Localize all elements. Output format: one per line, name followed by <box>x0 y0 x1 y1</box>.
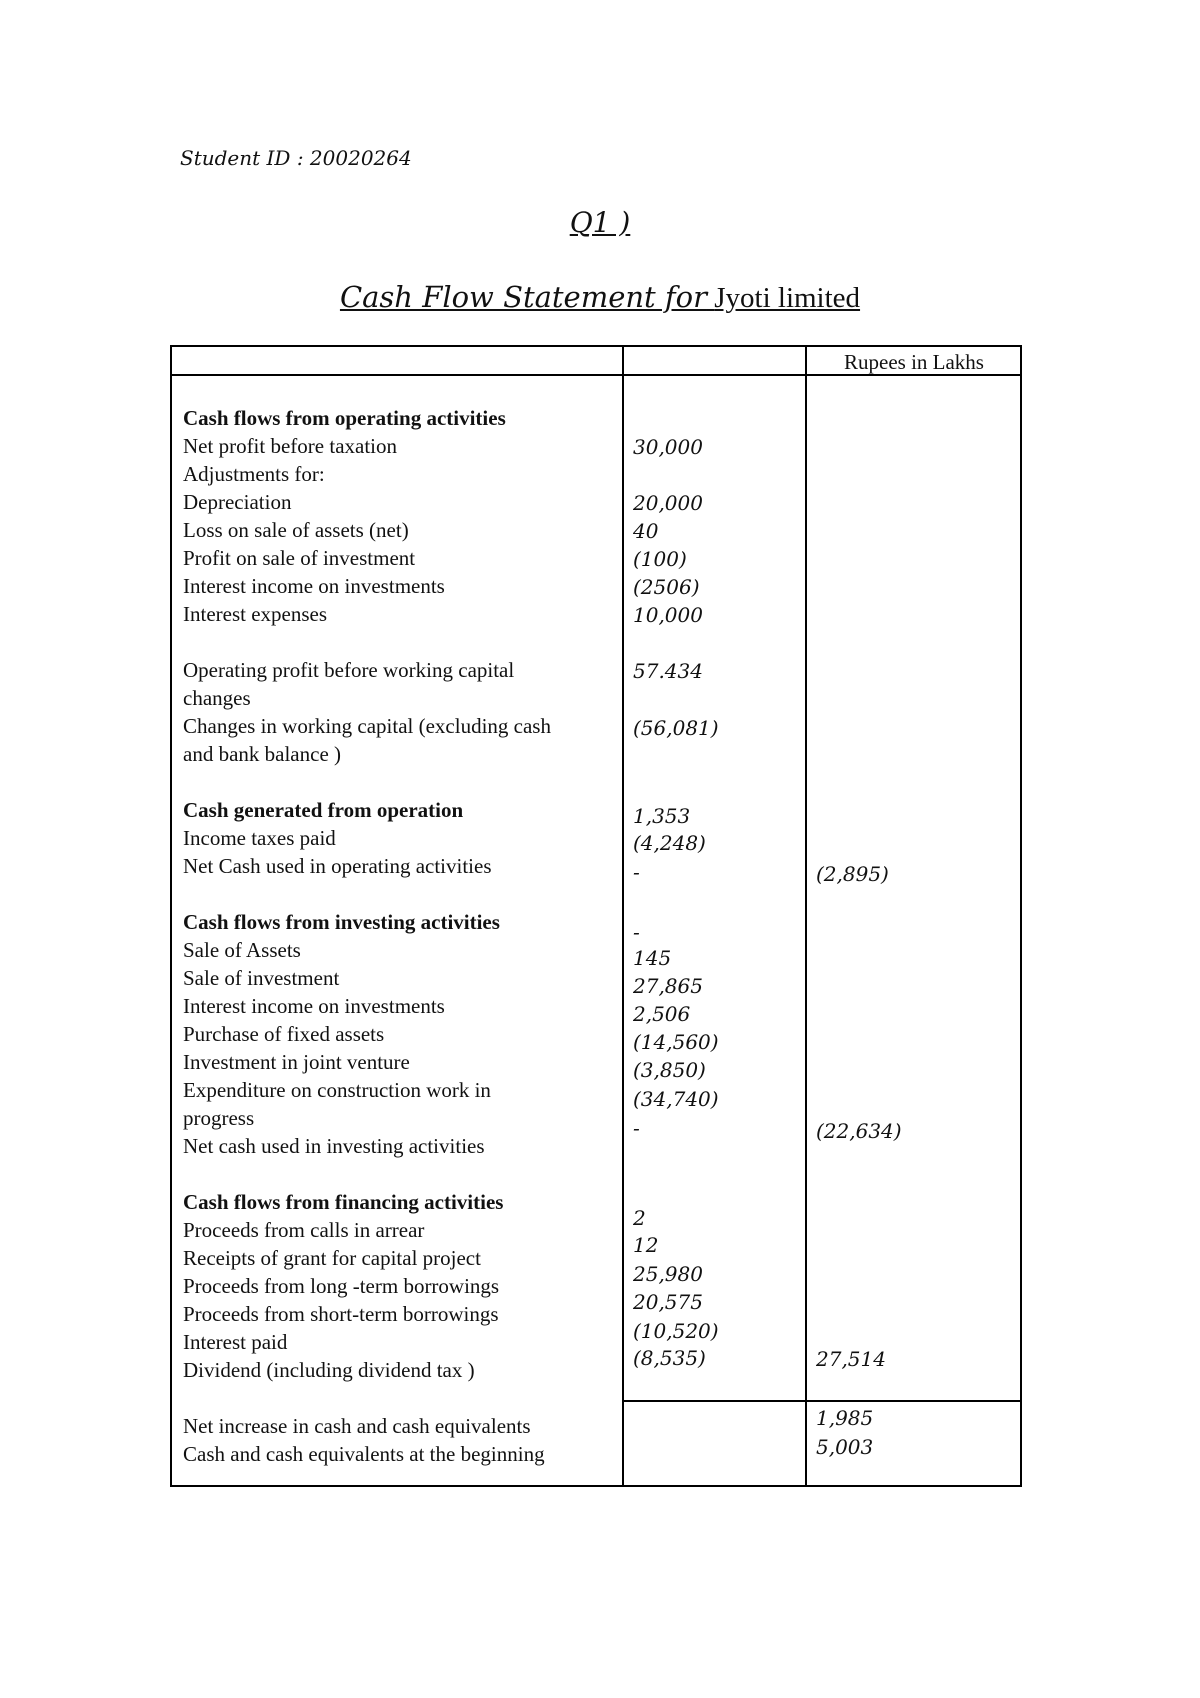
amount-cell: - <box>633 860 640 884</box>
section-heading-investing: Cash flows from investing activities <box>183 910 500 934</box>
amount-cell: - <box>633 920 640 944</box>
particular-line: and bank balance ) <box>183 742 342 766</box>
amount-cell: 20,000 <box>633 491 703 515</box>
particular-line: Sale of investment <box>183 966 340 990</box>
particular-line: Loss on sale of assets (net) <box>183 518 409 542</box>
total-cell: 27,514 <box>816 1347 886 1371</box>
amount-cell: 12 <box>633 1233 659 1257</box>
section-heading-cash-generated: Cash generated from operation <box>183 798 464 822</box>
particular-line: Cash and cash equivalents at the beginning <box>183 1442 545 1466</box>
particular-line: Profit on sale of investment <box>183 546 416 570</box>
column-divider-2 <box>805 345 807 1487</box>
amount-cell: (14,560) <box>633 1030 719 1054</box>
amount-cell: 145 <box>633 946 672 970</box>
amount-cell: 57.434 <box>633 659 703 683</box>
page-title <box>0 280 1200 315</box>
particular-line: Receipts of grant for capital project <box>183 1246 481 1270</box>
amount-cell: 10,000 <box>633 603 703 627</box>
amount-cell: - <box>633 1116 640 1140</box>
particular-line: Changes in working capital (excluding cash <box>183 714 551 738</box>
particular-line: Net profit before taxation <box>183 434 397 458</box>
unit-header: Rupees in Lakhs <box>844 350 984 374</box>
amount-cell: 2,506 <box>633 1002 691 1026</box>
particular-line: Proceeds from calls in arrear <box>183 1218 425 1242</box>
amount-cell: 30,000 <box>633 435 703 459</box>
amount-cell: (100) <box>633 547 687 571</box>
title-company-name: Jyoti limited <box>714 282 861 314</box>
amount-cell: (4,248) <box>633 831 706 855</box>
total-cell: 1,985 <box>816 1406 874 1430</box>
amount-cell: 40 <box>633 519 659 543</box>
amount-cell: (34,740) <box>633 1087 719 1111</box>
particular-line: Sale of Assets <box>183 938 301 962</box>
particular-line: Interest income on investments <box>183 994 445 1018</box>
particular-line: Income taxes paid <box>183 826 336 850</box>
particular-line: Net Cash used in operating activities <box>183 854 492 878</box>
amount-cell: 1,353 <box>633 804 691 828</box>
total-row-divider <box>622 1400 1022 1402</box>
amount-cell: (2506) <box>633 575 700 599</box>
amount-cell: 2 <box>633 1206 646 1230</box>
amount-cell: (56,081) <box>633 716 719 740</box>
particular-line: Depreciation <box>183 490 292 514</box>
column-divider-1 <box>622 345 624 1487</box>
particular-line: Operating profit before working capital <box>183 658 515 682</box>
title-italic-part: Cash Flow Statement for <box>339 280 707 314</box>
total-cell: 5,003 <box>816 1435 874 1459</box>
particular-line: Proceeds from short-term borrowings <box>183 1302 499 1326</box>
particular-line: Net cash used in investing activities <box>183 1134 485 1158</box>
particular-line: progress <box>183 1106 255 1130</box>
amount-cell: (10,520) <box>633 1319 719 1343</box>
amount-cell: 20,575 <box>633 1290 703 1314</box>
particular-line: Proceeds from long -term borrowings <box>183 1274 500 1298</box>
particular-line: changes <box>183 686 251 710</box>
particular-line: Dividend (including dividend tax ) <box>183 1358 475 1382</box>
amount-cell: 27,865 <box>633 974 703 998</box>
amount-cell: (8,535) <box>633 1346 706 1370</box>
question-number: Q1 ) <box>569 206 631 239</box>
particular-line: Interest income on investments <box>183 574 445 598</box>
particular-line: Investment in joint venture <box>183 1050 410 1074</box>
particular-line: Expenditure on construction work in <box>183 1078 491 1102</box>
particular-line: Interest paid <box>183 1330 288 1354</box>
particular-line: Purchase of fixed assets <box>183 1022 385 1046</box>
particular-line: Adjustments for: <box>183 462 325 486</box>
student-id: Student ID : 20020264 <box>180 146 412 170</box>
section-heading-financing: Cash flows from financing activities <box>183 1190 504 1214</box>
amount-cell: (3,850) <box>633 1058 706 1082</box>
total-cell: (22,634) <box>816 1119 902 1143</box>
total-cell: (2,895) <box>816 862 889 886</box>
amount-cell: 25,980 <box>633 1262 703 1286</box>
particular-line: Net increase in cash and cash equivalents <box>183 1414 531 1438</box>
particular-line: Interest expenses <box>183 602 328 626</box>
section-heading-operating: Cash flows from operating activities <box>183 406 506 430</box>
